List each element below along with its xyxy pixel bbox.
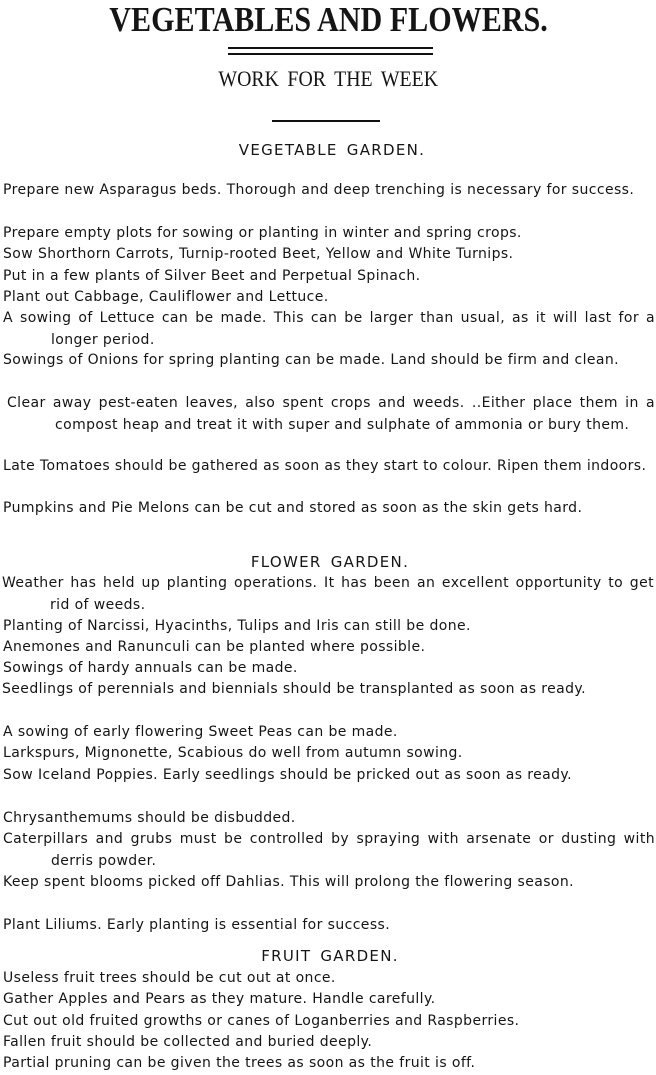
main-title: VEGETABLES AND FLOWERS. <box>109 0 548 39</box>
subtitle-rule <box>272 120 380 122</box>
section-heading-fruit: FRUIT GARDEN. <box>261 947 399 965</box>
list-item: Late Tomatoes should be gathered as soon as they start to colour. Ripen them indoors. <box>3 458 647 474</box>
list-item: Plant Liliums. Early planting is essential for success. <box>3 917 391 933</box>
list-item: Put in a few plants of Silver Beet and Perpetual Spinach. <box>3 268 421 284</box>
section-heading-vegetable: VEGETABLE GARDEN. <box>238 141 426 159</box>
list-item: Keep spent blooms picked off Dahlias. This will prolong the flowering season. <box>3 874 575 890</box>
list-item: Sow Iceland Poppies. Early seedlings should be pricked out as soon as ready. <box>3 767 572 783</box>
list-item: Anemones and Ranunculi can be planted where possible. <box>3 639 426 655</box>
list-item: Gather Apples and Pears as they mature. Handle carefully. <box>3 991 436 1007</box>
title-rule-top <box>228 47 433 49</box>
list-item: Cut out old fruited growths or canes of Loganberries and Raspberries. <box>3 1013 520 1029</box>
list-item: Caterpillars and grubs must be controlled by spraying with arsenate or dusting with derris powder. <box>3 831 655 869</box>
list-item: Seedlings of perennials and biennials should be transplanted as soon as ready. <box>2 681 586 697</box>
section-heading-flower: FLOWER GARDEN. <box>250 553 410 571</box>
list-item: Pumpkins and Pie Melons can be cut and stored as soon as the skin gets hard. <box>3 500 583 516</box>
list-item: Partial pruning can be given the trees as soon as the fruit is off. <box>3 1055 476 1071</box>
list-item: Plant out Cabbage, Cauliflower and Lettuce. <box>3 289 329 305</box>
list-item: Larkspurs, Mignonette, Scabious do well from autumn sowing. <box>3 745 463 761</box>
title-rule-bottom <box>228 53 433 55</box>
list-item: Sow Shorthorn Carrots, Turnip-rooted Beet, Yellow and White Turnips. <box>3 246 514 262</box>
list-item: Prepare empty plots for sowing or planting in winter and spring crops. <box>3 225 522 241</box>
list-item: Weather has held up planting operations. It has been an excellent opportunity to get rid of weeds. <box>2 575 654 613</box>
list-item: A sowing of Lettuce can be made. This can be larger than usual, as it will last for a longer period. <box>3 310 655 348</box>
list-item: Fallen fruit should be collected and buried deeply. <box>3 1034 373 1050</box>
list-item: A sowing of early flowering Sweet Peas can be made. <box>3 724 398 740</box>
list-item: Clear away pest-eaten leaves, also spent crops and weeds. ..Either place them in a compost heap and treat it with super and sulphate of ammonia or bury them. <box>7 395 655 433</box>
list-item: Planting of Narcissi, Hyacinths, Tulips and Iris can still be done. <box>3 618 471 634</box>
subtitle: WORK FOR THE WEEK <box>218 66 438 91</box>
list-item: Sowings of Onions for spring planting can be made. Land should be firm and clean. <box>3 352 620 368</box>
list-item: Chrysanthemums should be disbudded. <box>3 810 296 826</box>
list-item: Useless fruit trees should be cut out at once. <box>3 970 336 986</box>
list-item: Sowings of hardy annuals can be made. <box>3 660 298 676</box>
list-item: Prepare new Asparagus beds. Thorough and deep trenching is necessary for success. <box>3 182 635 198</box>
